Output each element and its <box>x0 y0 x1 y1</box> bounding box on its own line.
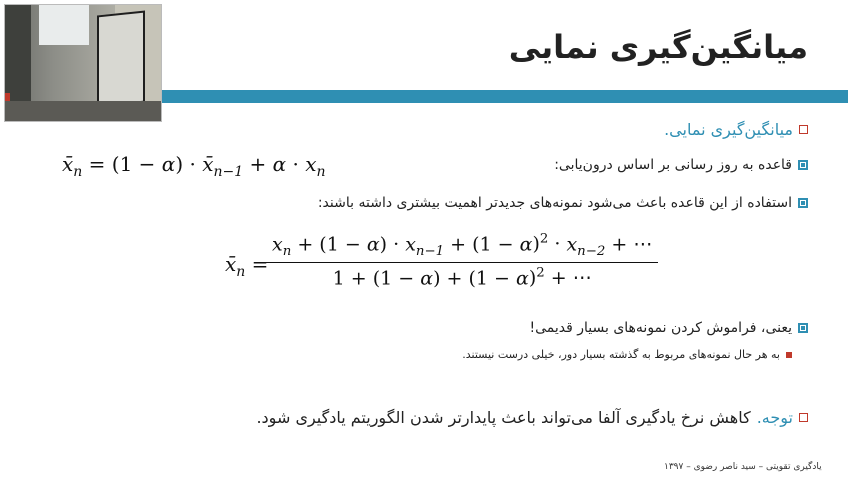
open-square-bullet-icon <box>799 125 808 134</box>
bullet-rule-text: قاعده به روز رسانی بر اساس درون‌یابی: <box>554 157 792 173</box>
sub-bullet-note <box>462 348 792 361</box>
bullet-attention <box>256 408 808 427</box>
weighted-average-lhs: $x̄_n$ = <box>225 252 269 280</box>
bullet-main <box>664 120 808 139</box>
fraction-numerator: $x_n + (1 - \alpha) \cdot x_{n-1} + (1 - \alpha)^2 \cdot x_{n-2}$ + ⋯ <box>266 232 658 263</box>
update-rule-formula: $x̄_n = (1 - \alpha)$ · $x̄_{n-1} + \alpha \cdot x_n$ <box>62 152 326 180</box>
weighted-average-fraction <box>266 232 658 289</box>
attention-label: توجه. <box>756 408 793 427</box>
red-square-bullet-icon <box>786 352 792 358</box>
open-square-bullet-icon <box>799 413 808 422</box>
fraction-denominator: $1 + (1 - \alpha) + (1 - \alpha)^2$ + ⋯ <box>332 266 592 290</box>
bullet-forget <box>529 320 808 336</box>
blue-square-bullet-icon <box>798 323 808 333</box>
bullet-rule <box>554 157 808 173</box>
bullet-usage <box>318 195 808 211</box>
title-band <box>162 90 848 103</box>
slide-title: میانگین‌گیری نمایی <box>508 28 808 66</box>
slide-footer: یادگیری تقویتی – سید ناصر رضوی – ۱۳۹۷ <box>664 462 822 472</box>
attention-text: کاهش نرخ یادگیری آلفا می‌تواند باعث پایدارتر شدن الگوریتم یادگیری شود. <box>256 408 751 427</box>
bullet-forget-text: یعنی، فراموش کردن نمونه‌های بسیار قدیمی! <box>529 320 792 336</box>
webcam-video <box>4 4 162 122</box>
sub-bullet-note-text: به هر حال نمونه‌های مربوط به گذشته بسیار دور، خیلی درست نیستند. <box>462 348 780 361</box>
bullet-usage-text: استفاده از این قاعده باعث می‌شود نمونه‌های جدیدتر اهمیت بیشتری داشته باشند: <box>317 195 792 211</box>
blue-square-bullet-icon <box>798 160 808 170</box>
bullet-main-text: میانگین‌گیری نمایی. <box>664 120 793 139</box>
blue-square-bullet-icon <box>798 198 808 208</box>
